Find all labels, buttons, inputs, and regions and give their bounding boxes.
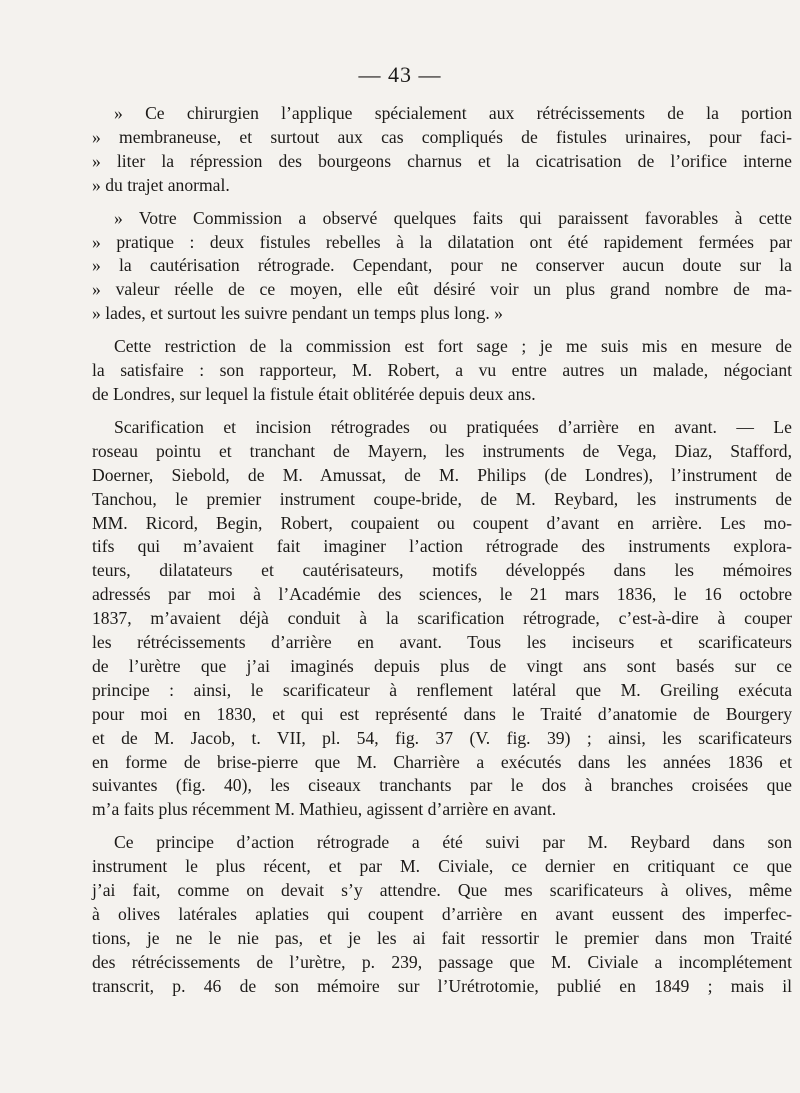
text-line: et de M. Jacob, t. VII, pl. 54, fig. 37 (V. fig. 39) ; ainsi, les scarificateurs bbox=[92, 727, 792, 748]
text-line: des rétrécissements de l’urètre, p. 239, passage que M. Civiale a incomplétement bbox=[92, 951, 792, 972]
text-line: Doerner, Siebold, de M. Amussat, de M. Philips (de Londres), l’instrument de bbox=[92, 464, 792, 485]
text-line: adressés par moi à l’Académie des sciences, le 21 mars 1836, le 16 octobre bbox=[92, 584, 792, 605]
paragraph-2 bbox=[92, 207, 792, 327]
text-line: » valeur réelle de ce moyen, elle eût désiré voir un plus grand nombre de ma- bbox=[92, 279, 792, 300]
text-line: » Ce chirurgien l’applique spécialement aux rétrécissements de la portion bbox=[114, 103, 792, 123]
text-line: Ce principe d’action rétrograde a été suivi par M. Reybard dans son bbox=[114, 832, 792, 853]
text-line: » la cautérisation rétrograde. Cependant, pour ne conserver aucun doute sur la bbox=[92, 255, 792, 276]
text-line: de l’urètre que j’ai imaginés depuis plus de vingt ans sont basés sur ce bbox=[92, 655, 792, 676]
paragraph-gap bbox=[92, 407, 792, 416]
text-line: de Londres, sur lequel la fistule était oblitérée depuis deux ans. bbox=[92, 383, 536, 404]
text-line: principe : ainsi, le scarificateur à renflement latéral que M. Greiling exécuta bbox=[92, 679, 792, 700]
text-line: 1837, m’avaient déjà conduit à la scarification rétrograde, c’est-à-dire à couper bbox=[92, 608, 792, 629]
text-line: » membraneuse, et surtout aux cas compliqués de fistules urinaires, pour faci- bbox=[92, 126, 792, 147]
text-line: tions, je ne le nie pas, et je les ai fait ressortir le premier dans mon Traité bbox=[92, 927, 792, 948]
text-line: teurs, dilatateurs et cautérisateurs, motifs développés dans les mémoires bbox=[92, 560, 792, 581]
paragraph-5 bbox=[92, 831, 792, 998]
text-line: Tanchou, le premier instrument coupe-bride, de M. Reybard, les instruments de bbox=[92, 488, 792, 509]
text-line: » pratique : deux fistules rebelles à la dilatation ont été rapidement fermées par bbox=[92, 231, 792, 252]
text-line: en forme de brise-pierre que M. Charrière a exécutés dans les années 1836 et bbox=[92, 751, 792, 772]
page-number: — 43 — bbox=[358, 62, 442, 87]
text-line: à olives latérales aplaties qui coupent d’arrière en avant eussent des imperfec- bbox=[92, 904, 792, 924]
text-line: Cette restriction de la commission est fort sage ; je me suis mis en mesure de bbox=[114, 336, 792, 357]
paragraph-3 bbox=[92, 335, 792, 407]
text-line: instrument le plus récent, et par M. Civiale, ce dernier en critiquant ce que bbox=[92, 856, 792, 877]
paragraph-gap bbox=[92, 822, 792, 831]
text-line: » lades, et surtout les suivre pendant un temps plus long. » bbox=[92, 303, 503, 324]
text-line: roseau pointu et tranchant de Mayern, les instruments de Vega, Diaz, Stafford, bbox=[92, 440, 792, 461]
text-line: MM. Ricord, Begin, Robert, coupaient ou coupent d’avant en arrière. Les mo- bbox=[92, 512, 792, 533]
text-line: j’ai fait, comme on devait s’y attendre. Que mes scarificateurs à olives, même bbox=[92, 880, 792, 901]
text-line: pour moi en 1830, et qui est représenté dans le Traité d’anatomie de Bourgery bbox=[92, 703, 792, 724]
text-line: » du trajet anormal. bbox=[92, 174, 230, 195]
paragraph-4 bbox=[92, 416, 792, 822]
text-line: suivantes (fig. 40), les ciseaux tranchants par le dos à branches croisées que bbox=[92, 775, 792, 796]
text-line: » Votre Commission a observé quelques faits qui paraissent favorables à cette bbox=[114, 207, 792, 228]
paragraph-gap bbox=[92, 326, 792, 335]
paragraph-gap bbox=[92, 198, 792, 207]
text-line: Scarification et incision rétrogrades ou pratiquées d’arrière en avant. — Le bbox=[114, 416, 792, 437]
text-line: transcrit, p. 46 de son mémoire sur l’Urétrotomie, publié en 1849 ; mais il bbox=[92, 975, 792, 996]
body-text bbox=[92, 102, 792, 999]
paragraph-1 bbox=[92, 102, 792, 198]
text-line: m’a faits plus récemment M. Mathieu, agissent d’arrière en avant. bbox=[92, 799, 557, 820]
text-line: les rétrécissements d’arrière en avant. Tous les inciseurs et scarificateurs bbox=[92, 632, 792, 653]
text-line: la satisfaire : son rapporteur, M. Robert, a vu entre autres un malade, négociant bbox=[92, 360, 792, 381]
text-line: tifs qui m’avaient fait imaginer l’action rétrograde des instruments explora- bbox=[92, 536, 792, 557]
text-line: » liter la répression des bourgeons charnus et la cicatrisation de l’orifice interne bbox=[92, 150, 792, 171]
